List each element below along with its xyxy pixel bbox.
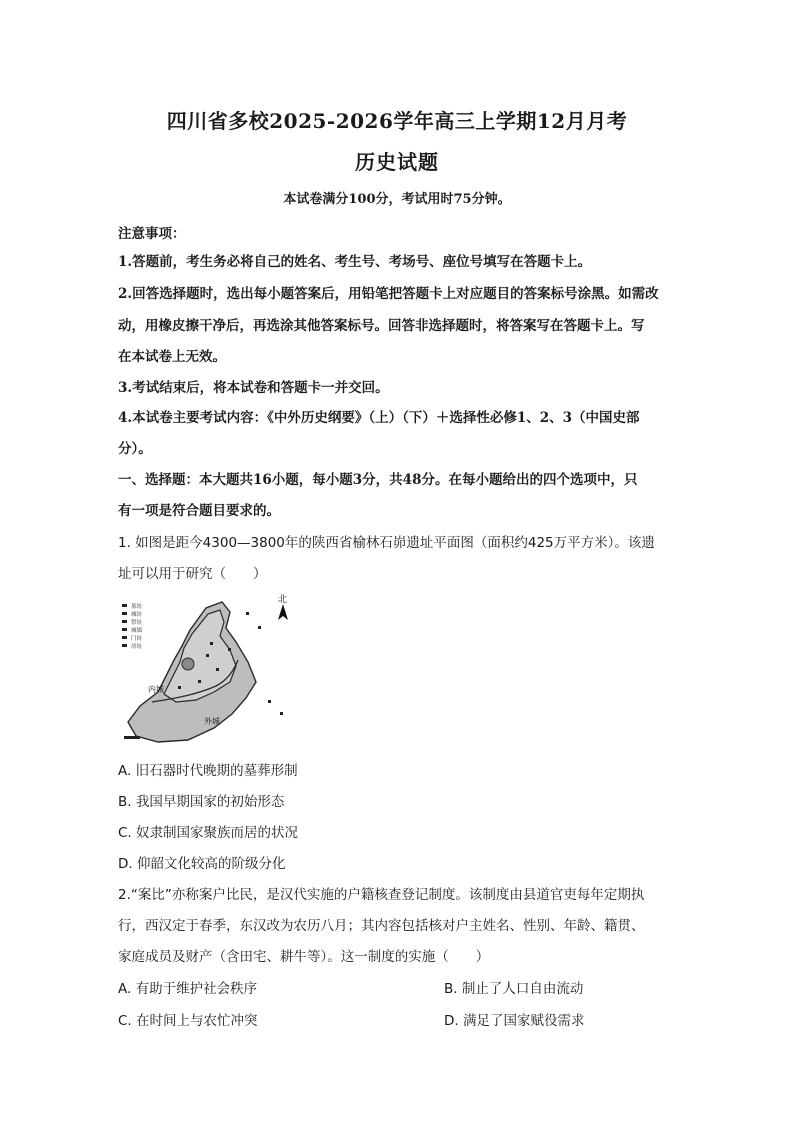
palace-site-marker bbox=[182, 658, 194, 670]
question-1-stem-line-1: 1. 如图是距今4300—3800年的陕西省榆林石峁遗址平面图（面积约425万平方米）。该遗 bbox=[118, 535, 655, 551]
legend-label: 城址 bbox=[131, 612, 143, 618]
legend-label: 祭址 bbox=[131, 620, 143, 626]
north-label: 北 bbox=[278, 595, 288, 605]
scale-bar bbox=[124, 736, 140, 739]
site-marker bbox=[268, 700, 271, 703]
site-plan-map bbox=[118, 590, 308, 745]
note-item-4-line-2: 分）。 bbox=[118, 441, 152, 457]
legend-swatch bbox=[122, 644, 127, 647]
question-1-stem-line-2: 址可以用于研究（ ） bbox=[118, 566, 267, 582]
legend-label: 墓址 bbox=[131, 604, 143, 610]
site-marker bbox=[280, 712, 283, 715]
note-item-2-line-1: 2.回答选择题时，选出每小题答案后，用铅笔把答题卡上对应题目的答案标号涂黑。如需改 bbox=[118, 286, 659, 302]
note-item-2-line-3: 在本试卷上无效。 bbox=[118, 349, 226, 365]
question-2-option-b[interactable]: B. 制止了人口自由流动 bbox=[444, 981, 584, 997]
legend-label: 房址 bbox=[131, 644, 143, 650]
legend-swatch bbox=[122, 620, 127, 623]
question-1-option-d[interactable]: D. 仰韶文化较高的阶级分化 bbox=[118, 856, 286, 872]
legend-swatch bbox=[122, 604, 127, 607]
map-legend bbox=[122, 602, 143, 650]
site-marker bbox=[178, 686, 181, 689]
exam-subtitle: 历史试题 bbox=[355, 150, 439, 174]
inner-city-label: 内城 bbox=[148, 685, 164, 694]
outer-city-label: 外城 bbox=[204, 717, 220, 726]
section-heading-line-1: 一、选择题：本大题共16小题，每小题3分，共48分。在每小题给出的四个选项中，只 bbox=[118, 472, 638, 488]
legend-swatch bbox=[122, 612, 127, 615]
exam-title: 四川省多校2025-2026学年高三上学期12月月考 bbox=[166, 109, 628, 133]
note-item-1: 1.答题前，考生务必将自己的姓名、考生号、考场号、座位号填写在答题卡上。 bbox=[118, 254, 592, 270]
section-heading-line-2: 有一项是符合题目要求的。 bbox=[118, 503, 280, 519]
question-1-option-c[interactable]: C. 奴隶制国家聚族而居的状况 bbox=[118, 825, 299, 841]
question-2-option-a[interactable]: A. 有助于维护社会秩序 bbox=[118, 981, 258, 997]
site-marker bbox=[198, 680, 201, 683]
legend-swatch bbox=[122, 636, 127, 639]
question-2-option-c[interactable]: C. 在时间上与农忙冲突 bbox=[118, 1013, 258, 1029]
note-item-2-line-2: 动，用橡皮擦干净后，再选涂其他答案标号。回答非选择题时，将答案写在答题卡上。写 bbox=[118, 318, 645, 334]
site-marker bbox=[206, 654, 209, 657]
note-item-3: 3.考试结束后，将本试卷和答题卡一并交回。 bbox=[118, 380, 389, 396]
north-arrow-icon bbox=[278, 604, 288, 620]
question-1-option-a[interactable]: A. 旧石器时代晚期的墓葬形制 bbox=[118, 763, 298, 779]
question-2-stem-line-1: 2.“案比”亦称案户比民，是汉代实施的户籍核查登记制度。该制度由县道官吏每年定期执 bbox=[118, 887, 645, 903]
legend-swatch bbox=[122, 628, 127, 631]
legend-label: 门址 bbox=[131, 636, 143, 642]
site-marker bbox=[210, 642, 213, 645]
site-marker bbox=[216, 668, 219, 671]
question-2-stem-line-3: 家庭成员及财产（含田宅、耕牛等）。这一制度的实施（ ） bbox=[118, 949, 490, 965]
site-marker bbox=[228, 648, 231, 651]
question-2-option-d[interactable]: D. 满足了国家赋役需求 bbox=[444, 1013, 585, 1029]
site-marker bbox=[258, 626, 261, 629]
score-line: 本试卷满分100分，考试用时75分钟。 bbox=[283, 192, 511, 207]
legend-label: 城墙 bbox=[131, 628, 143, 634]
site-marker bbox=[246, 612, 249, 615]
question-1-option-b[interactable]: B. 我国早期国家的初始形态 bbox=[118, 794, 285, 810]
note-item-4-line-1: 4.本试卷主要考试内容：《中外历史纲要》（上）（下）＋选择性必修1、2、3（中国史部 bbox=[118, 410, 640, 426]
notes-heading: 注意事项： bbox=[118, 226, 186, 242]
question-2-stem-line-2: 行，西汉定于春季，东汉改为农历八月；其内容包括核对户主姓名、性别、年龄、籍贯、 bbox=[118, 918, 645, 934]
